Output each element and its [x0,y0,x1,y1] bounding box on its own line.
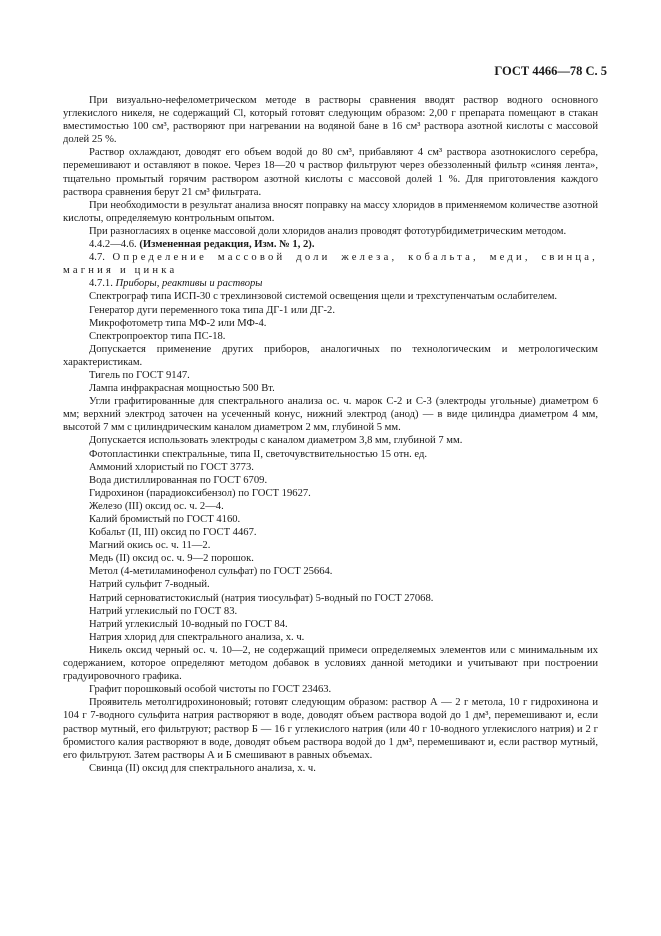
page-header: ГОСТ 4466—78 С. 5 [494,64,607,78]
paragraph: Допускается использовать электроды с каналом диаметром 3,8 мм, глубиной 7 мм. [89,435,463,447]
paragraph: Спектрограф типа ИСП-30 с трехлинзовой системой освещения щели и трехступенчатым ослабителем. [89,291,558,303]
paragraph: Раствор охлаждают, доводят его объем водой до 80 см³, прибавляют 4 см³ раствора азотнокислого серебра, перемешивают и оставляют в покое. Через 18—20 ч раствор фильтруют через обеззоленный фильтр «синяя лента», тщательно промытый горячим раствором азотной кислоты с массовой долей 1 %. Для приготовления каждого раствора сравнения берут 21 см³ фильтрата. [63,147,598,198]
paragraph: Натрий серноватистокислый (натрия тиосульфат) 5-водный по ГОСТ 27068. [89,592,434,604]
paragraph: Магний окись ос. ч. 11—2. [89,540,211,552]
clause-number: 4.4.2—4.6. [89,239,137,251]
subsection-heading [63,277,598,290]
paragraph: Аммоний хлористый по ГОСТ 3773. [89,461,254,473]
paragraph: При разногласиях в оценке массовой доли хлоридов анализ проводят фототурбидиметрическим методом. [89,225,567,237]
paragraph: Натрий углекислый по ГОСТ 83. [89,605,238,617]
paragraph: Угли графитированные для спектрального анализа ос. ч. марок С-2 и С-3 (электроды угольные) диаметром 6 мм; верхний электрод заточен на усеченный конус, нижний электрод (анод) — в виде цилиндра диаметром 4 мм, высотой 7 мм с цилиндрическим каналом диаметром 2 мм, глубиной 5 мм. [63,396,598,434]
paragraph: При необходимости в результат анализа вносят поправку на массу хлоридов в применяемом количестве азотной кислоты, определяемую контрольным опытом. [63,199,598,224]
paragraph: Калий бромистый по ГОСТ 4160. [89,514,241,525]
amendment-note: (Измененная редакция, Изм. № 1, 2). [139,239,315,251]
section-title: Определение массовой доли железа, кобальта, меди, свинца, магния и цинка [63,252,598,277]
paragraph-amendment [63,238,598,251]
subsection-title: Приборы, реактивы и растворы [115,278,263,290]
document-body [63,94,598,775]
paragraph: Фотопластинки спектральные, типа II, светочувствительностью 15 отн. ед. [89,448,428,460]
clause-number: 4.7.1. [89,278,113,290]
paragraph: Свинца (II) оксид для спектрального анализа, х. ч. [89,762,316,774]
paragraph: Метол (4-метиламинофенол сульфат) по ГОСТ 25664. [89,566,333,578]
clause-number: 4.7. [89,252,105,264]
section-heading [63,251,598,277]
paragraph: При визуально-нефелометрическом методе в растворы сравнения вводят раствор водного основного углекислого никеля, не содержащий Cl, который готовят следующим образом: 2,00 г препарата помещают в стакан вместимостью 100 см³, растворяют при нагревании на водяной бане в 16 см³ раствора азотной кислоты с массовой долей 25 %. [63,95,598,146]
paragraph: Проявитель метолгидрохиноновый; готовят следующим образом: раствор А — 2 г метола, 10 г гидрохинона и 104 г 7-водного сульфита натрия растворяют в воде, доводят объем раствора водой до 1 дм³, перемешивают и, если раствор мутный, его фильтруют; раствор Б — 16 г углекислого натрия (или 40 г 10-водного углекислого натрия) и 2 г бромистого калия растворяют в воде, доводят объем раствора водой до 1 дм³, перемешивают и, если раствор мутный, его фильтруют. Затем растворы А и Б смешивают в равных объемах. [63,697,598,761]
paragraph: Гидрохинон (парадиоксибензол) по ГОСТ 19627. [89,487,311,499]
paragraph: Железо (III) оксид ос. ч. 2—4. [89,500,224,512]
paragraph: Графит порошковый особой чистоты по ГОСТ 23463. [89,684,332,696]
paragraph: Кобальт (II, III) оксид по ГОСТ 4467. [89,527,257,539]
paragraph: Генератор дуги переменного тока типа ДГ-1 или ДГ-2. [89,304,335,316]
paragraph: Никель оксид черный ос. ч. 10—2, не содержащий примеси определяемых элементов или с минимальным их содержанием, которое определяют методом добавок в условиях данной методики и учитывают при построении градуировочного графика. [63,644,598,683]
paragraph: Натрия хлорид для спектрального анализа, х. ч. [89,631,305,643]
paragraph: Допускается применение других приборов, аналогичных по технологическим и метрологическим характеристикам. [63,343,598,368]
paragraph: Натрий углекислый 10-водный по ГОСТ 84. [89,618,288,630]
paragraph: Тигель по ГОСТ 9147. [89,369,190,381]
paragraph: Натрий сульфит 7-водный. [89,579,210,591]
paragraph: Медь (II) оксид ос. ч. 9—2 порошок. [89,553,254,565]
paragraph: Спектропроектор типа ПС-18. [89,330,226,342]
paragraph: Вода дистиллированная по ГОСТ 6709. [89,474,268,486]
paragraph: Микрофотометр типа МФ-2 или МФ-4. [89,317,267,329]
paragraph: Лампа инфракрасная мощностью 500 Вт. [89,383,275,395]
